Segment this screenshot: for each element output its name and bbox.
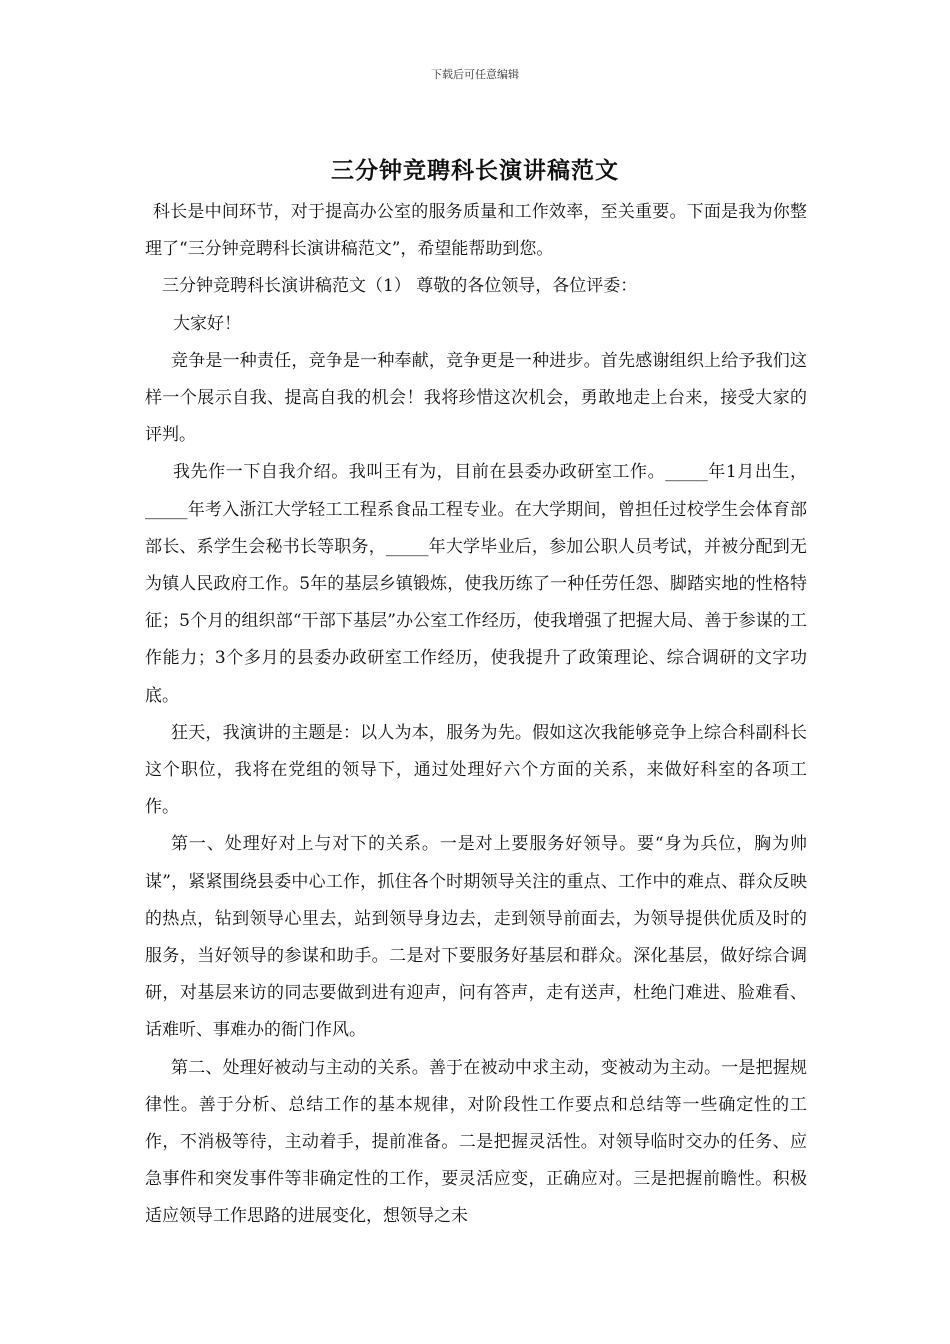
body-paragraph: 第一、处理好对上与对下的关系。一是对上要服务好领导。要“身为兵位，胸为帅谋”，紧紧围绕县委中心工作，抓住各个时期领导关注的重点、工作中的难点、群众反映的热点，钻到领导心里去，站到领导身边去，走到领导前面去，为领导提供优质及时的服务，当好领导的参谋和助手。二是对下要服务好基层和群众。深化基层，做好综合调研，对基层来访的同志要做到进有迎声，问有答声，走有送声，杜绝门难进、脸难看、话难听、事难办的衙门作风。 [145, 834, 807, 1041]
greeting-paragraph: 大家好！ [173, 313, 241, 334]
page-header-note: 下载后可任意编辑 [431, 68, 519, 81]
body-paragraph: 我先作一下自我介绍。我叫王有为，目前在县委办政研室工作。_____年1月出生，_____年考入浙江大学轻工工程系食品工程专业。在大学期间，曾担任过校学生会体育部部长、系学生会秘书长等职务，_____年大学毕业后，参加公职人员考试，并被分配到无为镇人民政府工作。5年的基层乡镇锻炼，使我历练了一种任劳任怨、脚踏实地的性格特征；5个月的组织部“干部下基层”办公室工作经历，使我增强了把握大局、善于参谋的工作能力；3个多月的县委办政研室工作经历，使我提升了政策理论、综合调研的文字功底。 [145, 462, 807, 706]
intro-paragraph: 科长是中间环节，对于提高办公室的服务质量和工作效率，至关重要。下面是我为你整理了“三分钟竞聘科长演讲稿范文”，希望能帮助到您。 [145, 202, 807, 260]
body-paragraph: 狂天，我演讲的主题是：以人为本，服务为先。假如这次我能够竞争上综合科副科长这个职位，我将在党组的领导下，通过处理好六个方面的关系，来做好科室的各项工作。 [145, 722, 807, 818]
section-heading: 三分钟竞聘科长演讲稿范文（1） 尊敬的各位领导，各位评委： [162, 276, 638, 297]
document-body [145, 194, 807, 1236]
document-title: 三分钟竞聘科长演讲稿范文 [331, 157, 619, 184]
body-paragraph: 竞争是一种责任，竞争是一种奉献，竞争更是一种进步。首先感谢组织上给予我们这样一个展示自我、提高自我的机会！我将珍惜这次机会，勇敢地走上台来，接受大家的评判。 [145, 350, 807, 446]
body-paragraph: 第二、处理好被动与主动的关系。善于在被动中求主动，变被动为主动。一是把握规律性。善于分析、总结工作的基本规律，对阶段性工作要点和总结等一些确定性的工作，不消极等待，主动着手，提前准备。二是把握灵活性。对领导临时交办的任务、应急事件和突发事件等非确定性的工作，要灵活应变，正确应对。三是把握前瞻性。积极适应领导工作思路的进展变化，想领导之未 [145, 1057, 807, 1227]
